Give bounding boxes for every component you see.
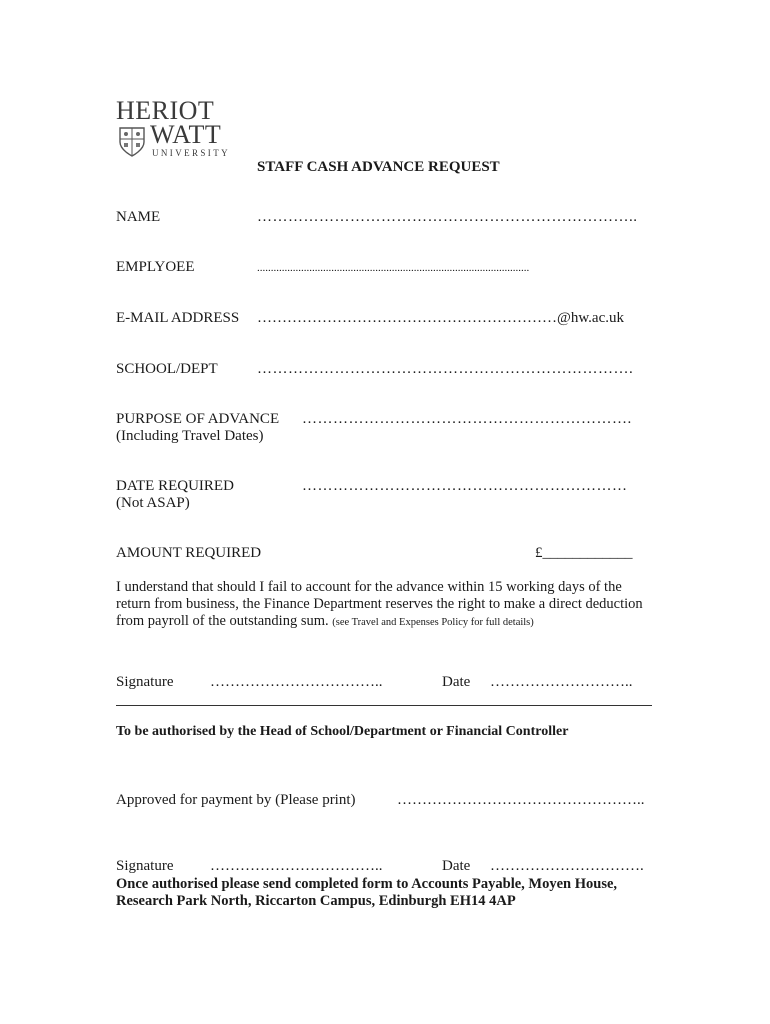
purpose-field[interactable]: ………………………………………………………. [302, 411, 632, 427]
date-required-field[interactable]: ……………………………………………………… [302, 478, 628, 494]
policy-note: (see Travel and Expenses Policy for full details) [332, 617, 534, 628]
date-label: Date [442, 674, 471, 690]
approved-name-field[interactable]: ………………………………………….. [397, 792, 645, 808]
purpose-label: PURPOSE OF ADVANCE [116, 411, 280, 427]
university-logo [116, 96, 236, 162]
email-field[interactable]: ……………………………………………………@hw.ac.uk [257, 310, 624, 326]
signature-label: Signature [116, 674, 174, 690]
section-divider [116, 705, 652, 706]
approver-date-field[interactable]: …………………………. [490, 858, 644, 874]
approver-date-label: Date [442, 858, 471, 874]
approved-label: Approved for payment by (Please print) [116, 792, 356, 808]
logo-text-heriot: HERIOT [116, 96, 215, 125]
date-required-label: DATE REQUIRED [116, 478, 234, 494]
submission-instructions: Once authorised please send completed form to Accounts Payable, Moyen House, Research Park North, Riccarton Campus, Edinburgh EH14 4AP [116, 876, 618, 909]
declaration-paragraph [116, 579, 646, 631]
school-dept-label: SCHOOL/DEPT [116, 361, 218, 377]
employee-field[interactable]: ................................................................................................... [257, 262, 530, 274]
amount-field[interactable]: £____________ [535, 545, 633, 561]
logo-text-university: UNIVERSITY [152, 148, 230, 158]
school-dept-field[interactable]: ………………………………………………………………. [257, 361, 634, 377]
declaration-text: I understand that should I fail to account for the advance within 15 working days of the return from business, the Finance Department reserves the right to make a direct deduction from payroll of the outstanding sum. [116, 579, 643, 629]
approver-signature-field[interactable]: …………………………….. [210, 858, 383, 874]
email-label: E-MAIL ADDRESS [116, 310, 240, 326]
name-label: NAME [116, 209, 161, 225]
amount-label: AMOUNT REQUIRED [116, 545, 262, 561]
authorisation-heading: To be authorised by the Head of School/Department or Financial Controller [116, 724, 569, 739]
crest-icon [118, 126, 146, 158]
name-field[interactable]: ……………………………………………………………….. [257, 209, 638, 225]
logo-text-watt: WATT [150, 120, 222, 149]
employee-label: EMPLYOEE [116, 259, 195, 275]
form-title: STAFF CASH ADVANCE REQUEST [257, 159, 500, 175]
date-field[interactable]: ……………………….. [490, 674, 633, 690]
approver-signature-label: Signature [116, 858, 174, 874]
date-required-sublabel: (Not ASAP) [116, 495, 190, 511]
purpose-sublabel: (Including Travel Dates) [116, 428, 264, 444]
signature-field[interactable]: …………………………….. [210, 674, 383, 690]
